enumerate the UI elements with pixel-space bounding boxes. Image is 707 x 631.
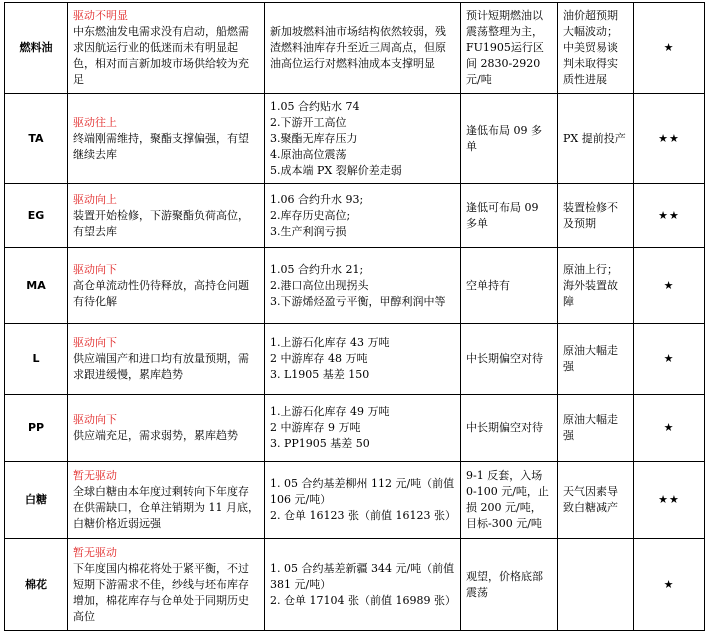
star-icon: ★ xyxy=(663,421,675,434)
fundamental-item: 1.05 合约升水 21; xyxy=(270,262,364,276)
driver-cell xyxy=(68,94,265,184)
rating-cell xyxy=(634,462,705,539)
strategy-cell: 9-1 反套，入场 0-100 元/吨，止损 200 元/吨，目标-300 元/吨 xyxy=(461,462,558,539)
star-icon: ★ xyxy=(663,577,675,591)
rating-cell xyxy=(634,3,705,94)
driver-title: 驱动向下 xyxy=(73,413,117,426)
fundamental-item: 3.聚酯无库存压力 xyxy=(270,131,358,145)
fundamentals-cell xyxy=(265,94,461,184)
rating-cell xyxy=(634,324,705,395)
fundamental-item: 3.下游烯烃盈亏平衡，甲醇利润中等 xyxy=(270,294,446,308)
fundamentals-cell xyxy=(265,324,461,395)
strategy-cell: 空单持有 xyxy=(461,248,558,324)
fundamentals-cell xyxy=(265,462,461,539)
commodity-name: 白糖 xyxy=(5,462,68,539)
driver-title: 驱动向下 xyxy=(73,262,117,276)
fundamental-item: 5.成本端 PX 裂解价差走弱 xyxy=(270,163,402,177)
fundamental-item: 2. 仓单 16123 张（前值 16123 张） xyxy=(270,509,456,522)
table-row xyxy=(5,395,705,462)
star-icon: ★ xyxy=(663,278,675,292)
driver-cell xyxy=(68,324,265,395)
fundamentals-cell xyxy=(265,3,461,94)
fundamental-item: 3.生产利润亏损 xyxy=(270,224,347,238)
commodity-table xyxy=(4,2,705,631)
risk-cell: 装置检修不及预期 xyxy=(558,184,634,248)
fundamental-item: 1. 05 合约基差新疆 344 元/吨（前值 381 元/吨） xyxy=(270,561,455,591)
rating-cell xyxy=(634,395,705,462)
commodity-name: 棉花 xyxy=(5,539,68,631)
table-row xyxy=(5,324,705,395)
fundamentals-cell xyxy=(265,395,461,462)
driver-text: 终端刚需维持，聚酯支撑偏强，有望继续去库 xyxy=(73,131,249,161)
risk-cell: 油价超预期大幅波动；中美贸易谈判未取得实质性进展 xyxy=(558,3,634,94)
driver-title: 暂无驱动 xyxy=(73,469,117,482)
commodity-name: EG xyxy=(5,184,68,248)
risk-cell: 原油大幅走强 xyxy=(558,395,634,462)
fundamental-item: 新加坡燃料油市场结构依然较弱，残渣燃料油库存升至近三周高点，但原油高位运行对燃料油成本支撑明显 xyxy=(270,25,446,70)
risk-cell xyxy=(558,539,634,631)
fundamental-item: 1. 05 合约基差柳州 112 元/吨（前值 106 元/吨） xyxy=(270,477,455,506)
driver-cell xyxy=(68,248,265,324)
driver-cell xyxy=(68,395,265,462)
driver-title: 驱动不明显 xyxy=(73,9,128,22)
strategy-cell: 预计短期燃油以震荡整理为主，FU1905运行区间 2830-2920 元/吨 xyxy=(461,3,558,94)
driver-title: 暂无驱动 xyxy=(73,545,117,559)
fundamental-item: 3. L1905 基差 150 xyxy=(270,368,370,381)
risk-cell: 原油大幅走强 xyxy=(558,324,634,395)
driver-text: 中东燃油发电需求没有启动，船燃需求因航运行业的低迷而未有明显起色，相对而言新加坡市场供给较为充足 xyxy=(73,25,249,86)
driver-text: 供应端国产和进口均有放量预期，需求跟进缓慢，累库趋势 xyxy=(73,352,249,381)
driver-cell xyxy=(68,184,265,248)
table-row xyxy=(5,462,705,539)
fundamental-item: 1.上游石化库存 49 万吨 xyxy=(270,405,390,418)
strategy-cell: 观望，价格底部震荡 xyxy=(461,539,558,631)
driver-text: 全球白糖由本年度过剩转向下年度存在供需缺口，仓单注销期为 11 月底，白糖价格近弱远强 xyxy=(73,485,259,530)
star-icon: ★ xyxy=(663,352,675,365)
commodity-name: TA xyxy=(5,94,68,184)
rating-cell xyxy=(634,94,705,184)
driver-text: 供应端充足，需求弱势，累库趋势 xyxy=(73,429,238,442)
fundamentals-cell xyxy=(265,248,461,324)
driver-text: 下年度国内棉花将处于紧平衡，不过短期下游需求不佳，纱线与坯布库存增加，棉花库存与仓单处于同期历史高位 xyxy=(73,561,249,623)
table-row xyxy=(5,248,705,324)
driver-title: 驱动向下 xyxy=(73,336,117,349)
risk-cell: PX 提前投产 xyxy=(558,94,634,184)
table-row xyxy=(5,184,705,248)
driver-cell xyxy=(68,462,265,539)
fundamental-item: 1.05 合约贴水 74 xyxy=(270,99,360,113)
fundamental-item: 3. PP1905 基差 50 xyxy=(270,437,370,450)
table-row xyxy=(5,3,705,94)
star-icon: ★★ xyxy=(658,131,680,145)
fundamental-item: 2.库存历史高位; xyxy=(270,208,351,222)
fundamental-item: 4.原油高位震荡 xyxy=(270,147,347,161)
driver-text: 高仓单流动性仍待释放，高持仓问题有待化解 xyxy=(73,278,249,308)
rating-cell xyxy=(634,539,705,631)
driver-title: 驱动往上 xyxy=(73,115,117,129)
risk-cell: 原油上行；海外装置故障 xyxy=(558,248,634,324)
driver-text: 装置开始检修，下游聚酯负荷高位，有望去库 xyxy=(73,208,249,238)
commodity-name: 燃料油 xyxy=(5,3,68,94)
strategy-cell: 逢低布局 09 多单 xyxy=(461,94,558,184)
fundamental-item: 2.港口高位出现拐头 xyxy=(270,278,369,292)
fundamental-item: 2 中游库存 9 万吨 xyxy=(270,421,361,434)
commodity-name: L xyxy=(5,324,68,395)
fundamentals-cell xyxy=(265,539,461,631)
fundamental-item: 1.上游石化库存 43 万吨 xyxy=(270,336,390,349)
star-icon: ★★ xyxy=(658,208,680,222)
star-icon: ★ xyxy=(663,41,675,54)
fundamental-item: 2. 仓单 17104 张（前值 16989 张） xyxy=(270,593,456,607)
commodity-name: MA xyxy=(5,248,68,324)
star-icon: ★★ xyxy=(658,493,680,506)
table-row xyxy=(5,539,705,631)
driver-cell xyxy=(68,539,265,631)
strategy-cell: 中长期偏空对待 xyxy=(461,395,558,462)
fundamentals-cell xyxy=(265,184,461,248)
table-row xyxy=(5,94,705,184)
driver-cell xyxy=(68,3,265,94)
strategy-cell: 中长期偏空对待 xyxy=(461,324,558,395)
driver-title: 驱动向上 xyxy=(73,192,117,206)
strategy-cell: 逢低可布局 09 多单 xyxy=(461,184,558,248)
fundamental-item: 2.下游开工高位 xyxy=(270,115,347,129)
fundamental-item: 1.06 合约升水 93; xyxy=(270,192,364,206)
rating-cell xyxy=(634,248,705,324)
fundamental-item: 2 中游库存 48 万吨 xyxy=(270,352,368,365)
commodity-name: PP xyxy=(5,395,68,462)
rating-cell xyxy=(634,184,705,248)
risk-cell: 天气因素导致白糖减产 xyxy=(558,462,634,539)
